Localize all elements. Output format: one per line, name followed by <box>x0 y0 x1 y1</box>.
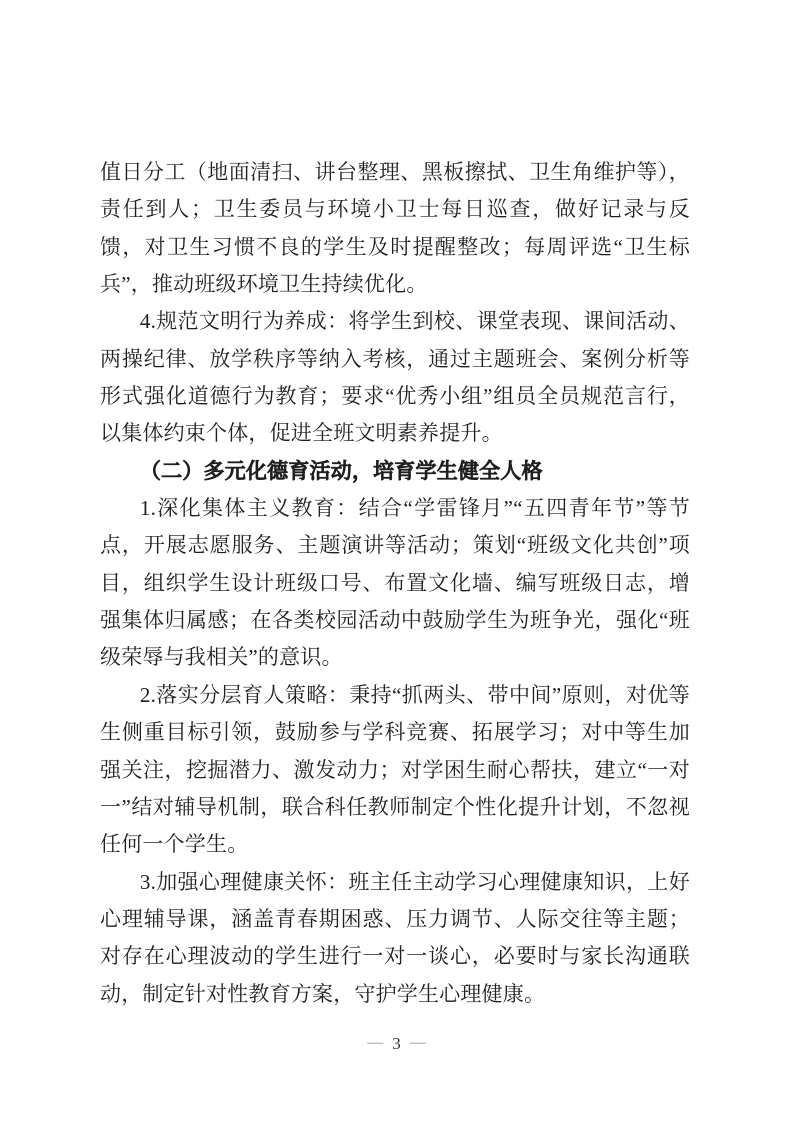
body-paragraph: 2.落实分层育人策略：秉持“抓两头、带中间”原则，对优等生侧重目标引领，鼓励参与学科竞赛、拓展学习；对中等生加强关注，挖掘潜力、激发动力；对学困生耐心帮扶，建立“一对一”结对辅导机制，联合科任教师制定个性化提升计划，不忽视任何一个学生。 <box>100 682 690 857</box>
footer-dash-right: — <box>409 1034 426 1051</box>
section-heading: （二）多元化德育活动，培育学生健全人格 <box>139 458 543 483</box>
body-paragraph: 4.规范文明行为养成：将学生到校、课堂表现、课间活动、两操纪律、放学秩序等纳入考核，通过主题班会、案例分析等形式强化道德行为教育；要求“优秀小组”组员全员规范言行，以集体约束个体，促进全班文明素养提升。 <box>100 309 690 446</box>
document-content <box>100 154 690 1013</box>
footer-dash-left: — <box>367 1034 384 1051</box>
body-paragraph: 1.深化集体主义教育：结合“学雷锋月”“五四青年节”等节点，开展志愿服务、主题演讲等活动；策划“班级文化共创”项目，组织学生设计班级口号、布置文化墙、编写班级日志，增强集体归属感；在各类校园活动中鼓励学生为班争光，强化“班级荣辱与我相关”的意识。 <box>100 496 690 670</box>
body-paragraph: 3.加强心理健康关怀：班主任主动学习心理健康知识，上好心理辅导课，涵盖青春期困惑、压力调节、人际交往等主题；对存在心理波动的学生进行一对一谈心，必要时与家长沟通联动，制定针对性教育方案，守护学生心理健康。 <box>100 869 690 1006</box>
body-paragraph: 值日分工（地面清扫、讲台整理、黑板擦拭、卫生角维护等），责任到人；卫生委员与环境小卫士每日巡查，做好记录与反馈，对卫生习惯不良的学生及时提醒整改；每周评选“卫生标兵”，推动班级环境卫生持续优化。 <box>100 160 690 297</box>
page-footer <box>0 1032 793 1056</box>
page-number: 3 <box>392 1034 401 1053</box>
